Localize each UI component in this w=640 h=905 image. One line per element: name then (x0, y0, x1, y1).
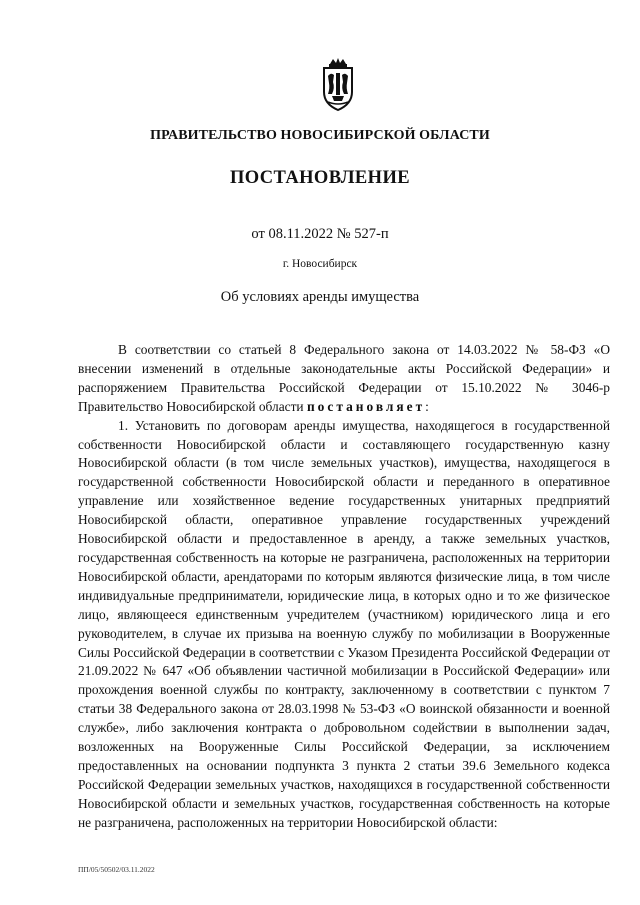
government-name: ПРАВИТЕЛЬСТВО НОВОСИБИРСКОЙ ОБЛАСТИ (150, 128, 490, 143)
resolves-word: постановляет (306, 398, 426, 414)
item-1-paragraph: 1. Установить по договорам аренды имущества, находящегося в государственной собственности Новосибирской области и составляющего государственную казну Новосибирской области (в том числе земельных участков), имущества, находящегося в государственной собственности Новосибирской области и переданного в оперативное управление или хозяйственное ведение государственных унитарных предприятий Новосибирской области, оперативное управление государственных учреждений Новосибирской области и предоставленное в аренду, а также земельных участков, государственная собственность на которые не разграничена, расположенных на территории Новосибирской области, арендаторами по которым являются физические лица, в том числе индивидуальные предприниматели, юридические лица, в которых одно и то же физическое лицо, являющееся единственным учредителем (участником) юридического лица и его руководителем, в случае их призыва на военную службу по мобилизации в Вооруженные Силы Российской Федерации в соответствии с Указом Президента Российской Федерации от 21.09.2022 № 647 «Об объявлении частичной мобилизации в Российской Федерации» или прохождения военной службы по контракту, заключенному в соответствии с пунктом 7 статьи 38 Федерального закона от 28.03.1998 № 53-ФЗ «О воинской обязанности и военной службе», либо заключения контракта о добровольном содействии в выполнении задач, возложенных на Вооруженные Силы Российской Федерации, за исключением предоставленных на основании подпункта 3 пункта 2 статьи 39.6 Земельного кодекса Российской Федерации земельных участков, находящихся в государственной собственности Новосибирской области и земельных участков, государственная собственность на которые не разграничена, расположенных на территории Новосибирской области: (78, 417, 610, 830)
document-title: Об условиях аренды имущества (220, 289, 420, 305)
document-city: г. Новосибирск (282, 258, 358, 270)
preamble-paragraph (78, 341, 610, 417)
footer-document-code: ПП/05/50502/03.11.2022 (78, 865, 155, 874)
resolves-tail: : (425, 398, 429, 414)
document-date-number: от 08.11.2022 № 527-п (251, 226, 389, 242)
novosibirsk-coat-of-arms-icon (316, 58, 360, 112)
document-body (78, 341, 610, 833)
preamble-text: В соответствии со статьей 8 Федерального закона от 14.03.2022 № 58-ФЗ «О внесении изменений в отдельные законодательные акты Российской Федерации» и распоряжением Правительства Российской Федерации от 15.10.2022 № 3046-р Правительство Новосибирской области (78, 342, 610, 414)
document-type: ПОСТАНОВЛЕНИЕ (229, 168, 410, 188)
